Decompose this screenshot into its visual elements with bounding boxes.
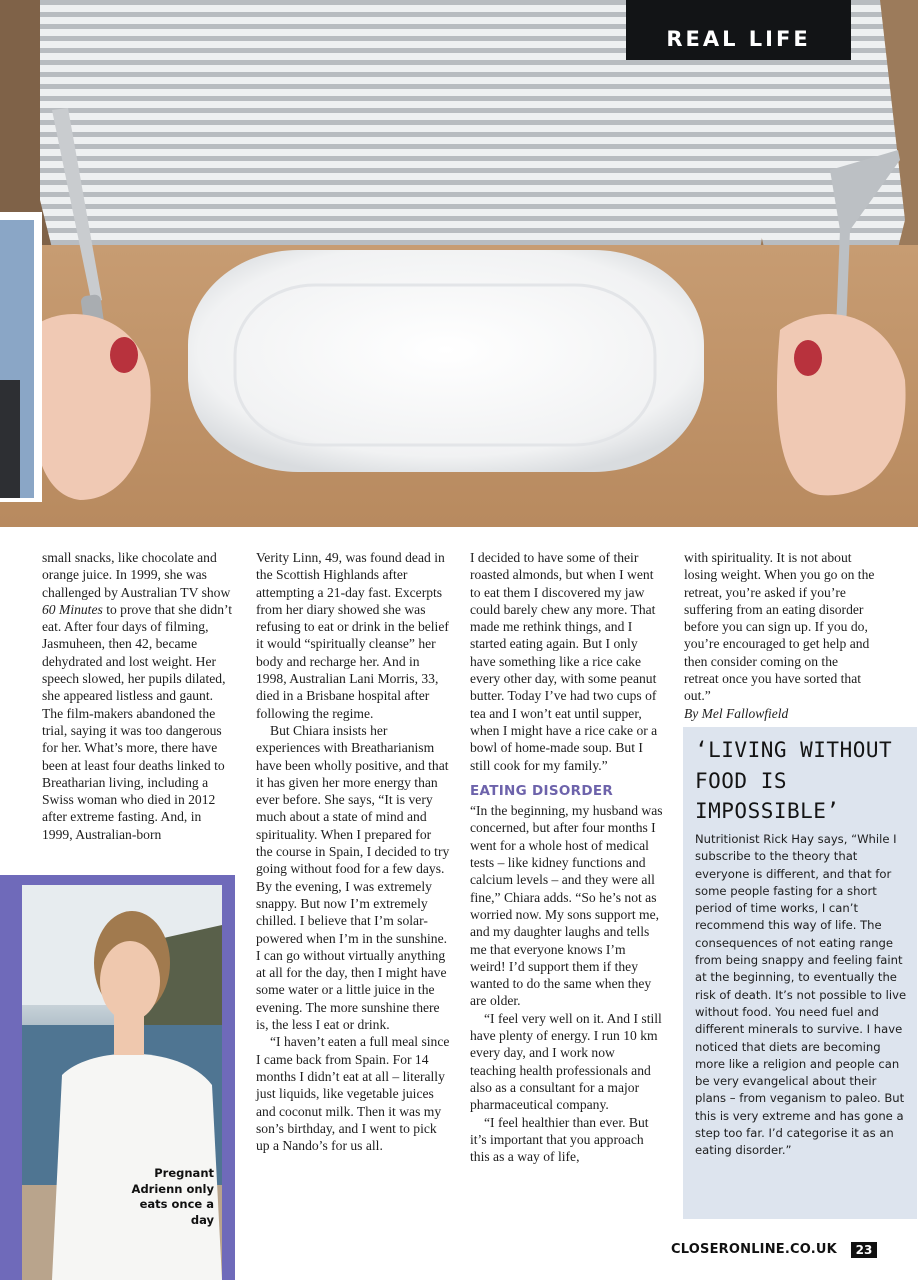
byline: By Mel Fallowfield — [684, 705, 789, 721]
hero-photo — [0, 0, 918, 527]
column-paragraph: “In the beginning, my husband was concerned, but after four months I went for a whole host of medical tests – like kidney functions and calcium levels – and they were all fine,” Chiara adds. “So he’s not as worried now. My sons support me, and my daughter laughs and tells me that everyone knows I’m weird! I’d support them if they wanted to do the same when they are older. — [470, 803, 663, 1009]
inset-caption: Pregnant Adrienn only eats once a day — [131, 1166, 214, 1227]
column-paragraph: “I feel very well on it. And I still have plenty of energy. I run 10 km every day, and I work now teaching health professionals and also as a consultant for a major pharmaceutical company. — [470, 1010, 662, 1113]
article-column-2 — [256, 549, 450, 1154]
hero-illustration — [0, 0, 918, 527]
page-number: 23 — [851, 1242, 877, 1258]
column-paragraph: But Chiara insists her experiences with Breatharianism have been wholly positive, and that it has given her more energy than ever before. She says, “It is very much about a state of mind and spirituality. When I prepared for the course in Spain, I decided to try going without food for a few days. By the evening, I was extremely snappy. But now I’m extremely chilled. I believe that I’m solar-powered when I’m in the sunshine. I can go without virtually anything at all for the day, then I might have some water or a little juice in the evening. The more sunshine there is, the less I eat or drink. — [256, 722, 450, 1033]
sidebar-title: ‘LIVING WITHOUT FOOD IS IMPOSSIBLE’ — [695, 738, 893, 823]
column-paragraph: Verity Linn, 49, was found dead in the Scottish Highlands after attempting a 21-day fast. Excerpts from her diary showed she was refusing to eat or drink in the belief it would “spiritually cleanse” her body and recharge her. And in 1998, Australian Lani Morris, 33, died in a Brisbane hospital after following the regime. — [256, 550, 449, 721]
subheading: EATING DISORDER — [470, 782, 614, 799]
sidebar-body: Nutritionist Rick Hay says, “While I subscribe to the theory that everyone is different, and that for some people fasting for a short period of time works, I can’t recommend this way of life. The consequences of not eating range from being snappy and feeling faint at the beginning, to eventually the risk of death. It’s not possible to live without food. You need fuel and different minerals to survive. I have noticed that diets are becoming more like a religion and people can be very evangelical about their plans – from veganism to paleo. But this is very extreme and has gone a step too far. I’d categorise it as an eating disorder.” — [695, 832, 907, 1158]
column-paragraph: small snacks, like chocolate and orange juice. In 1999, she was challenged by Australian TV show 60 Minutes to prove that she didn’t eat. After four days of filming, Jasmuheen, then 42, became dehydrated and lost weight. Her speech slowed, her pupils dilated, she appeared listless and gaunt. The film-makers abandoned the trial, saying it was too dangerous for her. What’s more, there have been at least four deaths linked to Breatharian living, including a Swiss woman who died in 2012 after extreme fasting. And, in 1999, Australian-born — [42, 550, 233, 842]
column-paragraph: with spirituality. It is not about losing weight. When you go on the retreat, you’re asked if you’re suffering from an eating disorder before you can sign up. If you do, you’re encouraged to get help and then consider coming on the retreat once you have sorted that out.” — [684, 550, 875, 704]
column-paragraph: I decided to have some of their roasted almonds, but when I went to eat them I discovered my jaw could barely chew any more. That made me rethink things, and I started eating again. But I only have something like a rice cake every other day, with some peanut butter. Today I’ve had two cups of tea and I won’t eat until supper, when I might have a rice cake or a bowl of home-made soup. But I still cook for my family.” — [470, 550, 658, 773]
article-column-4 — [684, 549, 876, 722]
column-paragraph: “I haven’t eaten a full meal since I came back from Spain. For 14 months I didn’t eat at all – literally just liquids, like vegetable juices and coconut milk. Then it was my son’s birthday, and I went to pick up a Nando’s for us all. — [256, 1034, 450, 1154]
footer-site: CLOSERONLINE.CO.UK — [671, 1242, 837, 1257]
section-tag: REAL LIFE — [626, 0, 851, 60]
article-column-1 — [42, 549, 234, 843]
article-column-3 — [470, 549, 663, 1165]
column-paragraph: “I feel healthier than ever. But it’s important that you approach this as a way of life, — [470, 1114, 649, 1165]
